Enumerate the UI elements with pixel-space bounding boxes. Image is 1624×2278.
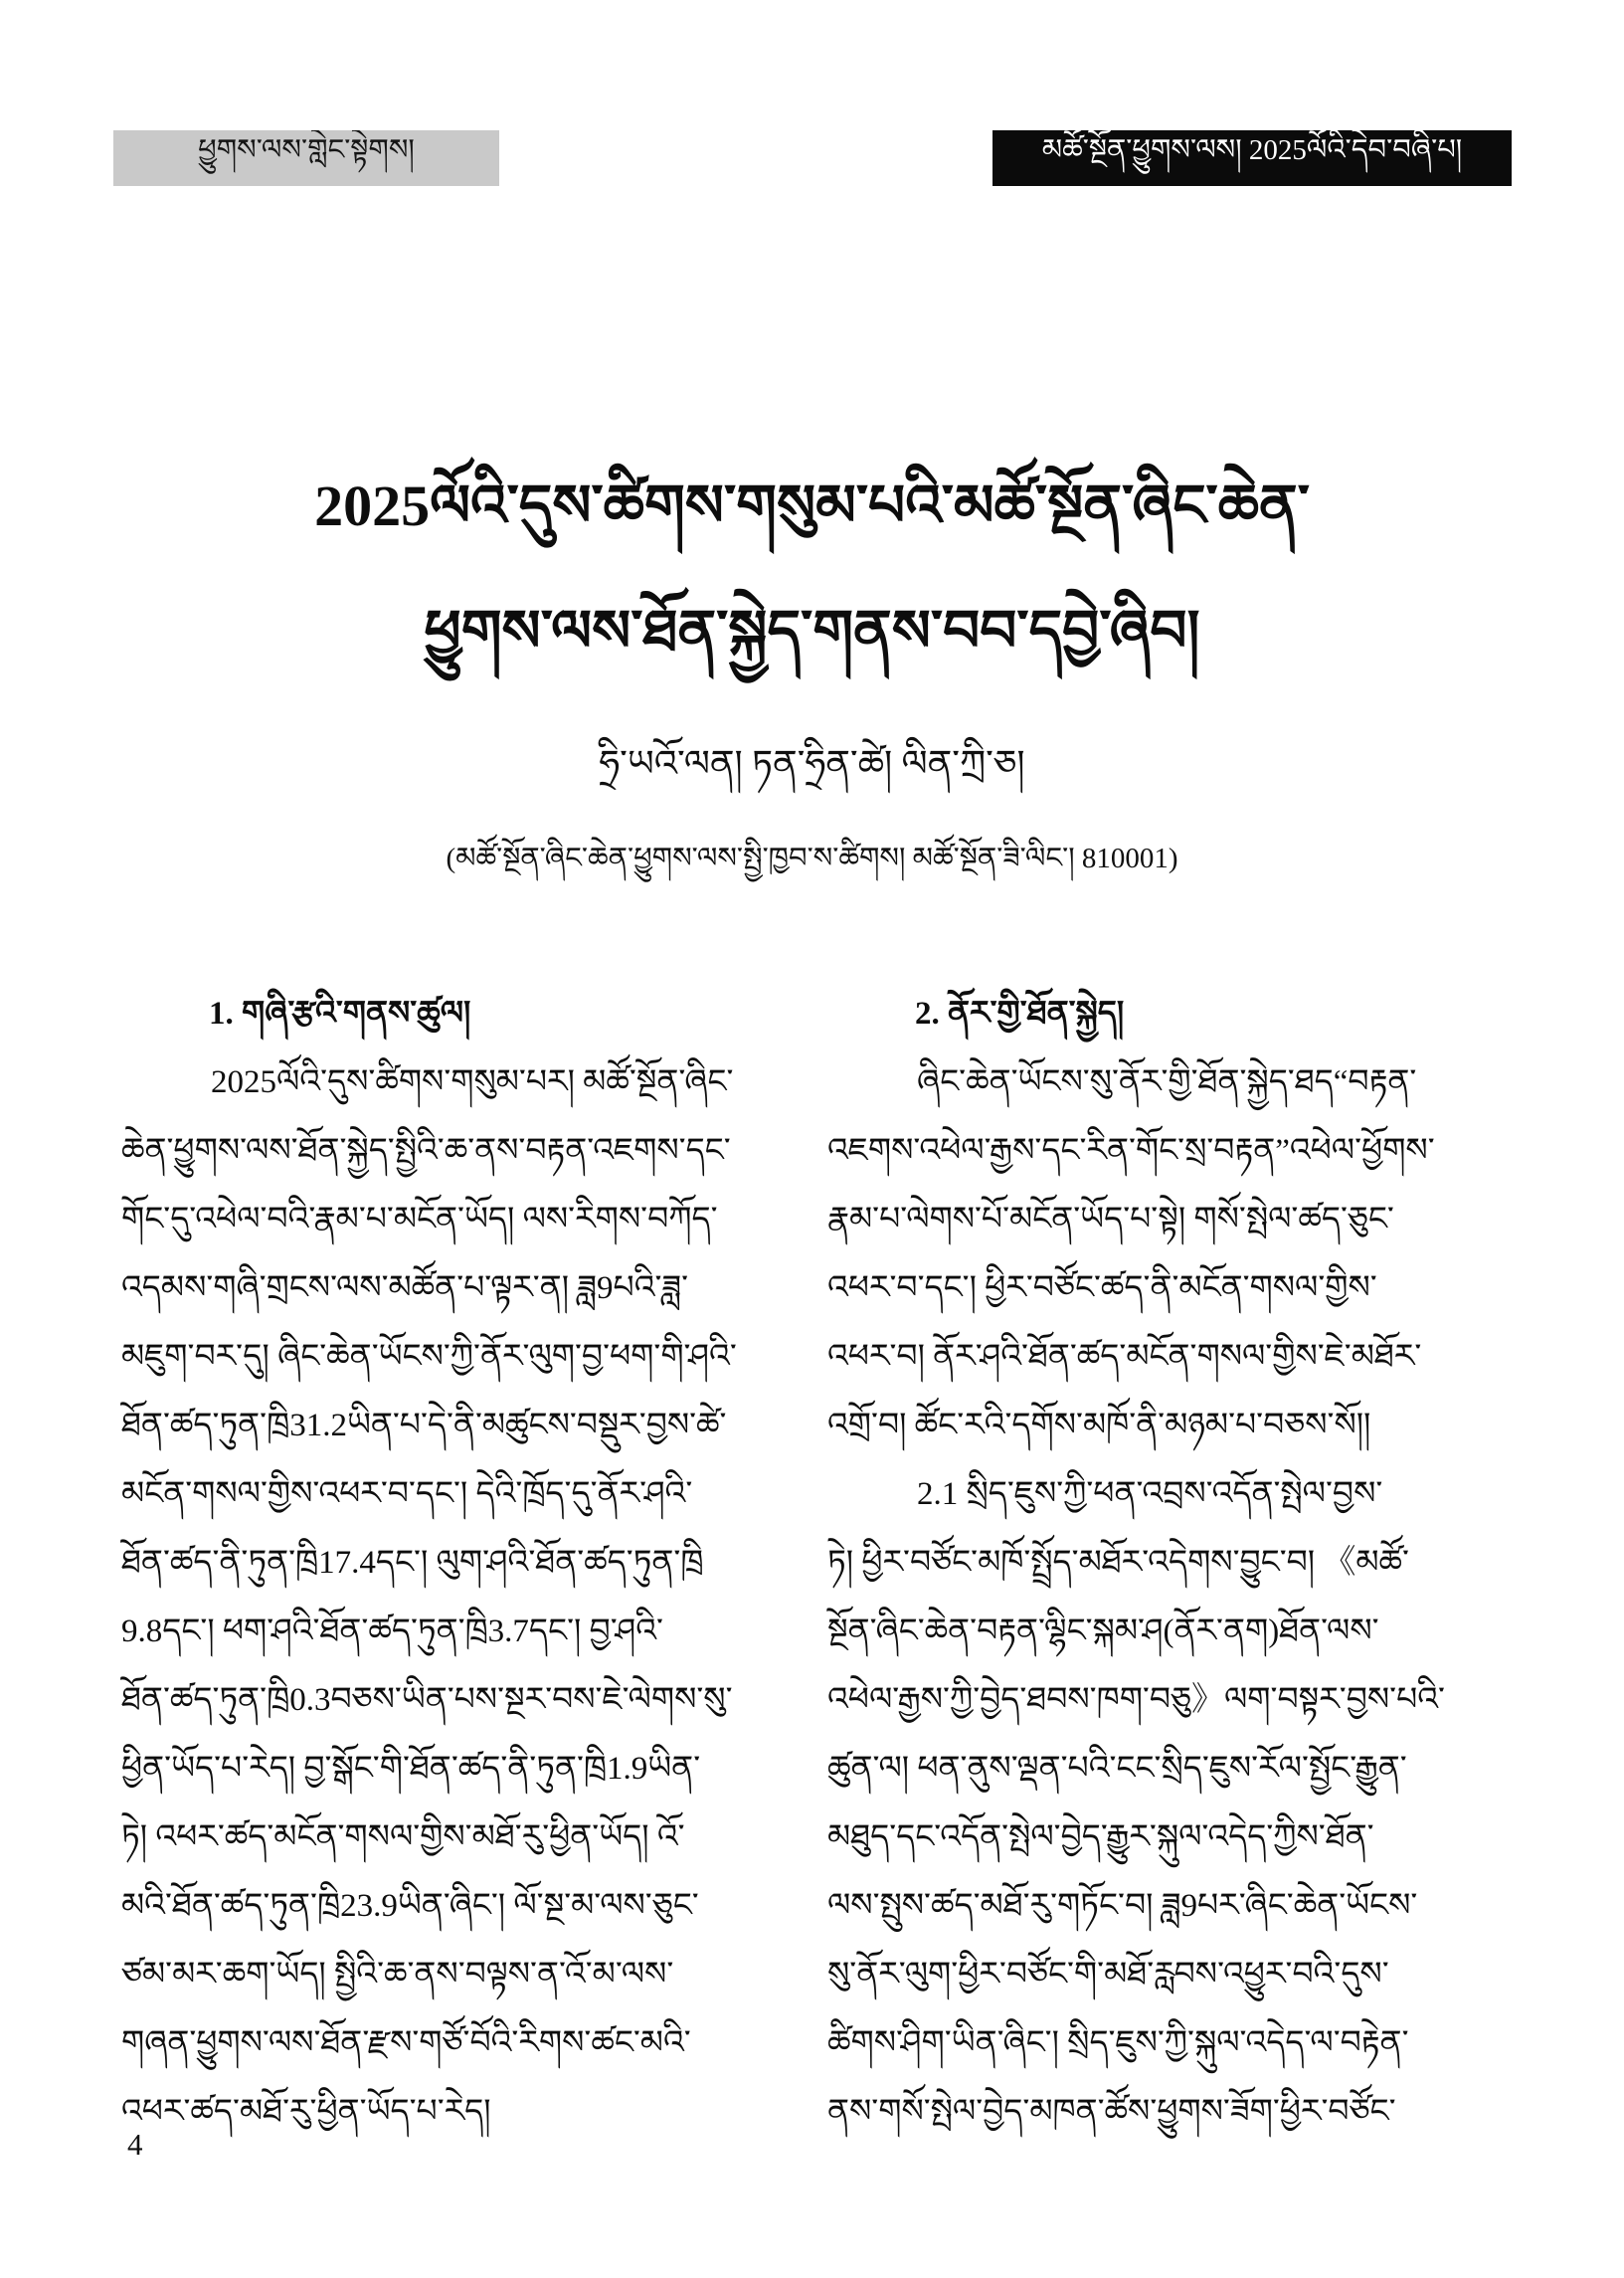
body-line: ནས་གསོ་སྤེལ་བྱེད་མཁན་ཚོས་ཕྱུགས་ཟོག་ཕྱིར་བཙོང་ [827,2094,1396,2130]
body-line: གཞན་ཕྱུགས་ལས་ཐོན་རྫས་གཙོ་བོའི་རིགས་ཚང་མའི་ [121,2025,691,2061]
body-line: ཐོན་ཚད་ཏུན་ཁྲི31.2ཡིན་པ་དེ་ནི་མཚུངས་བསྡུར་བྱས་ཚེ་ [121,1408,727,1443]
article-title [0,444,1624,694]
body-line: འཕར་ཚད་མཐོ་རུ་ཕྱིན་ཡོད་པ་རེད། [121,2094,491,2130]
body-line: 2.1 སྲིད་ཇུས་ཀྱི་ཕན་འབྲས་འདོན་སྤེལ་བྱས་ [917,1476,1383,1512]
body-line: འཕར་བ་དང་། ཕྱིར་བཙོང་ཚད་ནི་མངོན་གསལ་གྱིས་ [827,1270,1377,1306]
body-line: འཕར་བ། ནོར་ཤའི་ཐོན་ཚད་མངོན་གསལ་གྱིས་ཇེ་མཐོར་ [827,1339,1422,1375]
header-banner-right-label: མཚོ་སྔོན་ཕྱུགས་ལས། 2025ལོའི་དེབ་བཞི་པ། [1041,134,1463,166]
page-number: 4 [127,2127,143,2162]
body-line: 9.8དང་། ཕག་ཤའི་ཐོན་ཚད་ཏུན་ཁྲི3.7དང་། བྱ་ཤའི་ [121,1614,663,1649]
section-heading: 2. ནོར་གྱི་ཐོན་སྐྱེད། [915,996,1125,1032]
affiliation-line: (མཚོ་སྔོན་ཞིང་ཆེན་ཕྱུགས་ལས་སྤྱི་ཁྱབ་ས་ཚིགས། མཚོ་སྔོན་ཟི་ལིང་། 810001) [446,843,1178,874]
body-line: ཚུན་ལ། ཕན་ནུས་ལྡན་པའི་ངང་སྲིད་ཇུས་རོལ་སྤྱོང་རྒྱུན་ [827,1751,1407,1787]
body-line: ཐོན་ཚད་ཏུན་ཁྲི0.3བཅས་ཡིན་པས་སྔར་བས་ཇེ་ལེགས་སུ་ [121,1682,733,1718]
body-line: འགྲོ་བ། ཚོང་རའི་དགོས་མཁོ་ནི་མཉམ་པ་བཅས་སོ།། [827,1408,1371,1443]
article-title-line2: ཕྱུགས་ལས་ཐོན་སྐྱེད་གནས་བབ་དབྱེ་ཞིབ། [424,599,1200,664]
authors-line: ཧྲི་ཡའོ་ལན། ཏན་ཧྲིན་ཚེ། ལིན་ཀྲི་ཅ། [599,744,1025,785]
body-line: སྔོན་ཞིང་ཆེན་བརྟན་ལྷིང་སྐམ་ཤ(ནོར་ནག)ཐོན་ལས་ [827,1614,1379,1649]
header-banner-right [992,130,1512,186]
article-title-line1: 2025ལོའི་དུས་ཚིགས་གསུམ་པའི་མཚོ་སྔོན་ཞིང་ཆེན་ [314,474,1310,538]
body-line: སུ་ནོར་ལུག་ཕྱིར་བཙོང་གི་མཐོ་རླབས་འཕྱུར་བའི་དུས་ [827,1957,1389,1993]
body-line: ཐོན་ཚད་ནི་ཏུན་ཁྲི17.4དང་། ལུག་ཤའི་ཐོན་ཚད་ཏུན་ཁྲི [121,1545,704,1581]
body-line: མའི་ཐོན་ཚད་ཏུན་ཁྲི23.9ཡིན་ཞིང་། ལོ་སྔ་མ་ལས་ཅུང་ [121,1888,699,1924]
body-line: ཆེན་ཕྱུགས་ལས་ཐོན་སྐྱེད་སྤྱིའི་ཆ་ནས་བརྟན་འཇགས་དང་ [121,1133,731,1169]
body-line: འདམས་གཞི་གྲངས་ལས་མཚོན་པ་ལྟར་ན། ཟླ9པའི་ཟླ་ [121,1270,689,1306]
body-line: གོང་དུ་འཕེལ་བའི་རྣམ་པ་མངོན་ཡོད། ལས་རིགས་བཀོད་ [121,1202,718,1237]
body-column-left [121,980,778,2147]
body-line: མཇུག་བར་དུ། ཞིང་ཆེན་ཡོངས་ཀྱི་ནོར་ལུག་བྱ་ཕག་གི་ཤའི་ [121,1339,737,1375]
body-line: ཙམ་མར་ཆག་ཡོད། སྤྱིའི་ཆ་ནས་བལྟས་ན་འོ་མ་ལས་ [121,1957,674,1993]
body-line: འཕེལ་རྒྱས་ཀྱི་བྱེད་ཐབས་ཁག་བཅུ》ལག་བསྟར་བྱས་པའི་ [827,1682,1445,1718]
body-line: མངོན་གསལ་གྱིས་འཕར་བ་དང་། དེའི་ཁྲོད་དུ་ནོར་ཤའི་ [121,1476,693,1512]
body-line: ཕྱིན་ཡོད་པ་རེད། བྱ་སྒོང་གི་ཐོན་ཚད་ནི་ཏུན་ཁྲི1.9ཡིན་ [121,1751,701,1787]
body-line: མཐུད་དང་འདོན་སྤེལ་བྱེད་རྒྱུར་སྐུལ་འདེད་ཀྱིས་ཐོན་ [827,1819,1374,1855]
section-heading: 1. གཞི་རྩའི་གནས་ཚུལ། [209,996,471,1032]
body-line: འཇགས་འཕེལ་རྒྱས་དང་རིན་གོང་སྲ་བརྟན”འཕེལ་ཕྱོགས་ [827,1133,1435,1169]
body-line: ཏེ། འཕར་ཚད་མངོན་གསལ་གྱིས་མཐོ་རུ་ཕྱིན་ཡོད། འོ་ [121,1819,685,1855]
body-line: ལས་སྤུས་ཚད་མཐོ་རུ་གཏོང་བ། ཟླ9པར་ཞིང་ཆེན་ཡོངས་ [827,1888,1418,1924]
body-line: 2025ལོའི་དུས་ཚིགས་གསུམ་པར། མཚོ་སྔོན་ཞིང་ [211,1064,734,1100]
header-banner-left-label: ཕྱུགས་ལས་གླེང་སྟེགས། [198,134,415,166]
body-line: ཞིང་ཆེན་ཡོངས་སུ་ནོར་གྱི་ཐོན་སྐྱེད་ཐད“བརྟན་ [917,1064,1417,1100]
body-line: ཚིགས་ཤིག་ཡིན་ཞིང་། སྲིད་ཇུས་ཀྱི་སྐུལ་འདེད་ལ་བརྟེན་ [827,2025,1409,2061]
body-line: རྣམ་པ་ལེགས་པོ་མངོན་ཡོད་པ་སྟེ། གསོ་སྤེལ་ཚད་ཅུང་ [827,1202,1394,1237]
header-banner-left [113,130,499,186]
body-column-right [827,980,1484,2147]
body-line: ཏེ། ཕྱིར་བཙོང་མཁོ་སྤྲོད་མཐོར་འདེགས་བྱུང་བ། 《མཚོ་ [827,1545,1409,1581]
